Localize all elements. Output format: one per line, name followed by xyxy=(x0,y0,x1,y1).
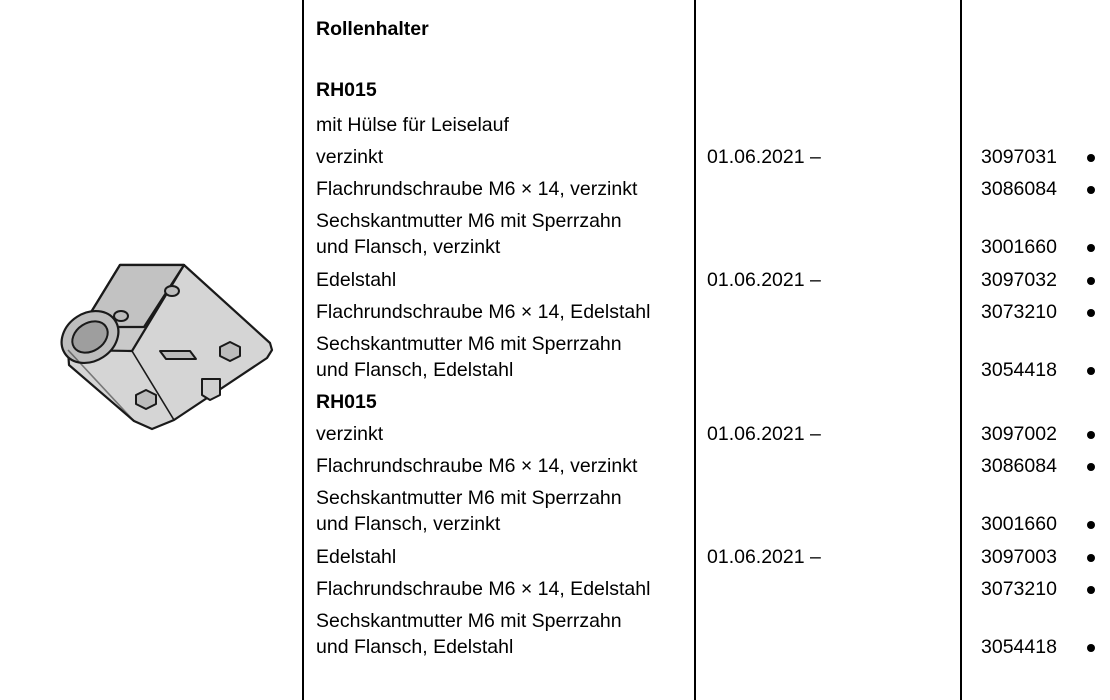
description-line: Flachrundschraube M6 × 14, verzinkt xyxy=(316,178,638,200)
part-number-column xyxy=(962,0,1110,700)
validity-date: 01.06.2021 – xyxy=(707,146,821,168)
availability-dot-icon xyxy=(1087,244,1095,252)
section-heading: Rollenhalter xyxy=(316,18,429,40)
description-line: Edelstahl xyxy=(316,269,397,291)
description-line: verzinkt xyxy=(316,423,384,445)
part-number: 3001660 xyxy=(981,513,1057,535)
description-line: Sechskantmutter M6 mit Sperrzahn xyxy=(316,610,622,632)
part-number: 3073210 xyxy=(981,301,1057,323)
validity-date: 01.06.2021 – xyxy=(707,423,821,445)
description-column xyxy=(304,0,694,700)
description-line: mit Hülse für Leiselauf xyxy=(316,114,509,136)
validity-date: 01.06.2021 – xyxy=(707,546,821,568)
part-number: 3086084 xyxy=(981,178,1057,200)
availability-dot-icon xyxy=(1087,644,1095,652)
availability-dot-icon xyxy=(1087,554,1095,562)
part-number: 3001660 xyxy=(981,236,1057,258)
availability-dot-icon xyxy=(1087,463,1095,471)
validity-date-column xyxy=(696,0,960,700)
description-line: Edelstahl xyxy=(316,546,397,568)
part-number: 3097032 xyxy=(981,269,1057,291)
description-line: Flachrundschraube M6 × 14, verzinkt xyxy=(316,455,638,477)
description-line: und Flansch, Edelstahl xyxy=(316,636,514,658)
description-line: verzinkt xyxy=(316,146,384,168)
product-code: RH015 xyxy=(316,79,377,101)
availability-dot-icon xyxy=(1087,367,1095,375)
part-number: 3097002 xyxy=(981,423,1057,445)
product-image-cell xyxy=(0,0,302,700)
part-number: 3086084 xyxy=(981,455,1057,477)
description-line: und Flansch, Edelstahl xyxy=(316,359,514,381)
validity-date: 01.06.2021 – xyxy=(707,269,821,291)
availability-dot-icon xyxy=(1087,521,1095,529)
description-line: Sechskantmutter M6 mit Sperrzahn xyxy=(316,210,622,232)
part-number: 3097003 xyxy=(981,546,1057,568)
availability-dot-icon xyxy=(1087,277,1095,285)
part-number: 3054418 xyxy=(981,636,1057,658)
availability-dot-icon xyxy=(1087,586,1095,594)
availability-dot-icon xyxy=(1087,309,1095,317)
part-number: 3097031 xyxy=(981,146,1057,168)
description-line: und Flansch, verzinkt xyxy=(316,236,501,258)
description-line: Sechskantmutter M6 mit Sperrzahn xyxy=(316,333,622,355)
description-line: Sechskantmutter M6 mit Sperrzahn xyxy=(316,487,622,509)
availability-dot-icon xyxy=(1087,431,1095,439)
availability-dot-icon xyxy=(1087,154,1095,162)
part-number: 3054418 xyxy=(981,359,1057,381)
roller-bracket-drawing xyxy=(24,255,278,445)
part-number: 3073210 xyxy=(981,578,1057,600)
availability-dot-icon xyxy=(1087,186,1095,194)
product-code: RH015 xyxy=(316,391,377,413)
description-line: und Flansch, verzinkt xyxy=(316,513,501,535)
description-line: Flachrundschraube M6 × 14, Edelstahl xyxy=(316,578,651,600)
description-line: Flachrundschraube M6 × 14, Edelstahl xyxy=(316,301,651,323)
